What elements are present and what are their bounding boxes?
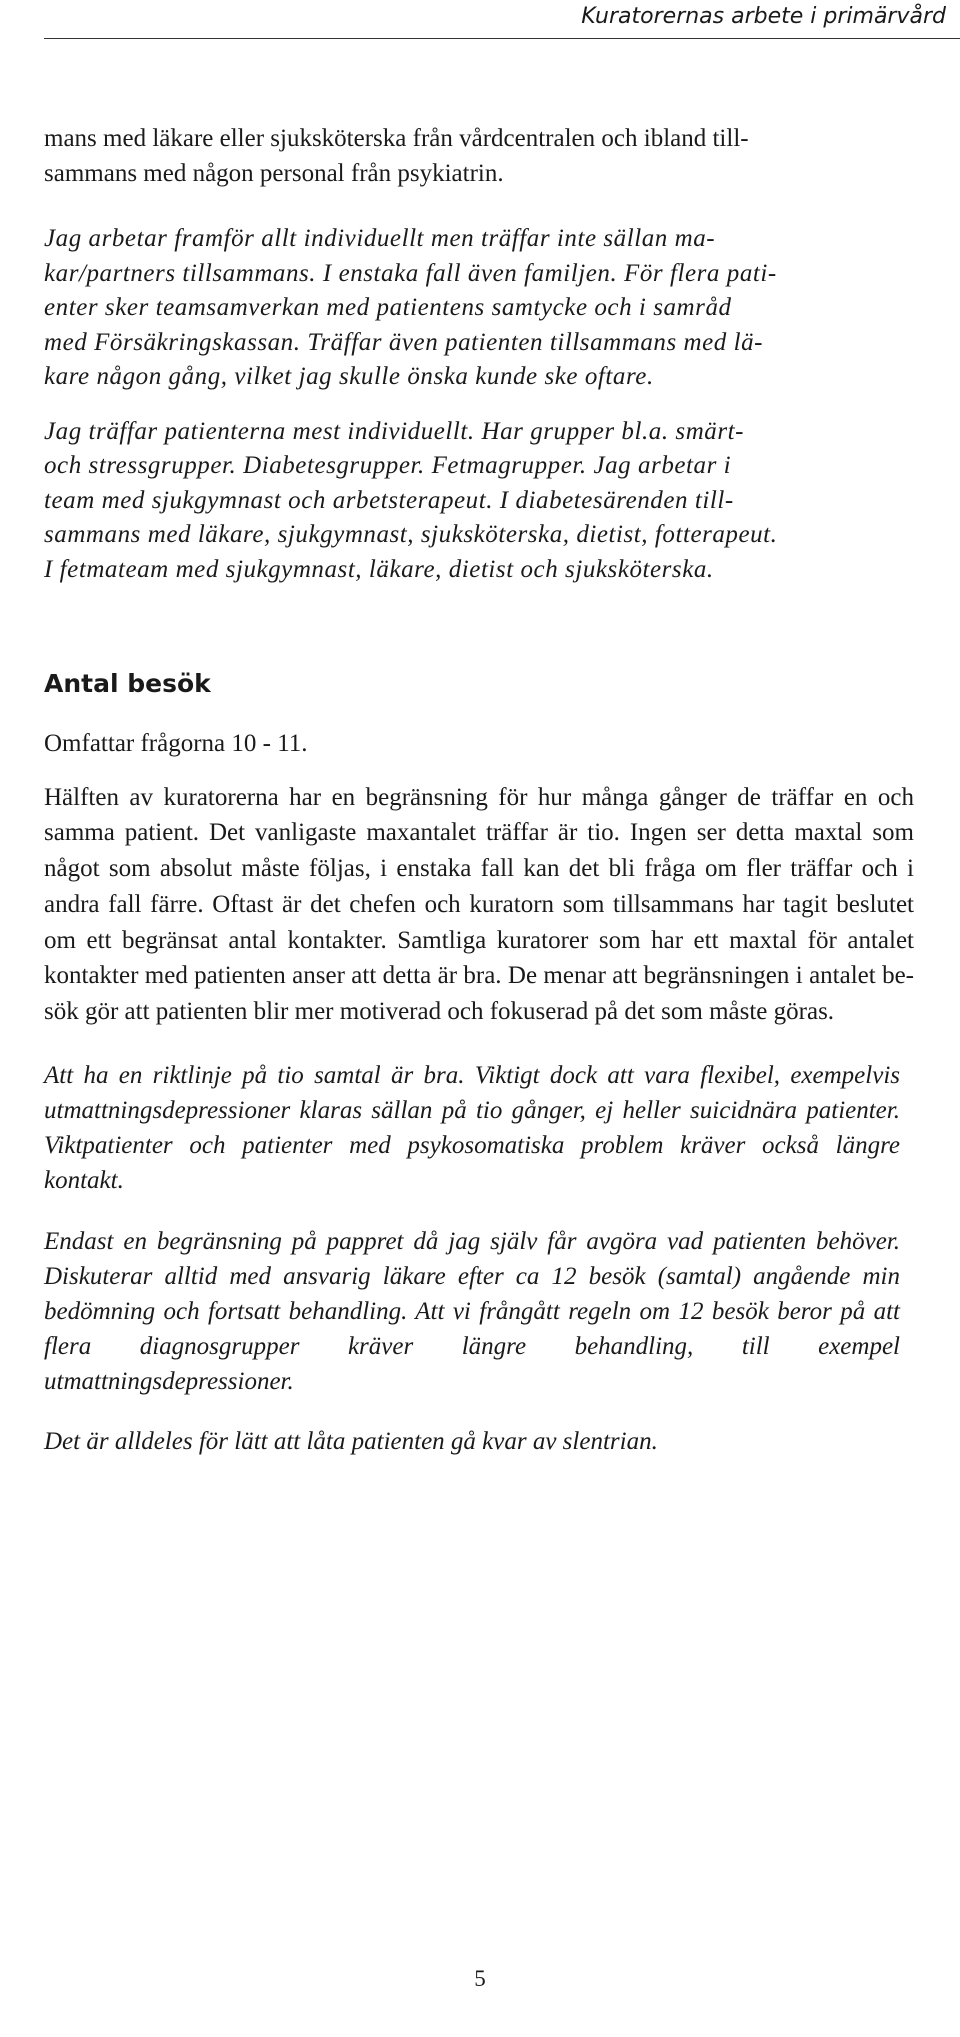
quote-line: I fetmateam med sjukgymnast, läkare, dietist och sjuksköterska.: [44, 555, 714, 583]
quote-line: Jag träffar patienterna mest individuellt. Har grupper bl.a. smärt-: [44, 417, 745, 445]
quote-limit-on-paper: Endast en begränsning på pappret då jag själv får avgöra vad patienten behöver. Diskuterar alltid med ansvarig läkare efter ca 12 besök (samtal) angående min bedömning och fortsatt behandling. Att vi frångått regeln om 12 besök beror på att flera diagnosgrupper kräver längre behandling, till exempel utmattningsdepressioner.: [44, 1227, 900, 1395]
quote-line: sammans med läkare, sjukgymnast, sjuksköterska, dietist, fotterapeut.: [44, 521, 778, 548]
quote-routine: Det är alldeles för lätt att låta patienten gå kvar av slentrian.: [44, 1427, 658, 1455]
page-number: 5: [474, 1966, 486, 1991]
quote-line: med Försäkringskassan. Träffar även patienten tillsammans med lä-: [44, 328, 764, 356]
quote-line: och stressgrupper. Diabetesgrupper. Fetmagrupper. Jag arbetar i: [44, 452, 732, 479]
section-scope: Omfattar frågorna 10 - 11.: [44, 730, 308, 757]
quote-groups: [44, 415, 914, 588]
continuation-paragraph: [44, 121, 914, 191]
quote-guideline: Att ha en riktlinje på tio samtal är bra. Viktigt dock att vara flexibel, exempelvis utmattningsdepressioner klaras sällan på tio gånger, ej heller suicidnära patienter. Viktpatienter och patienter med psykosomatiska problem kräver också längre kontakt.: [44, 1061, 900, 1194]
quote-line: kare någon gång, vilket jag skulle önska kunde ske oftare.: [44, 363, 654, 390]
header-rule: [44, 38, 960, 39]
quote-line: enter sker teamsamverkan med patientens samtycke och i samråd: [44, 294, 732, 321]
section-heading: Antal besök: [44, 669, 211, 698]
quote-line: team med sjukgymnast och arbetsterapeut. I diabetesärenden till-: [44, 486, 734, 514]
running-header: Kuratorernas arbete i primärvård: [581, 4, 946, 29]
text-line: sammans med någon personal från psykiatrin.: [44, 160, 504, 187]
text-line: mans med läkare eller sjuksköterska från vårdcentralen och ibland till-: [44, 125, 749, 152]
quote-line: Jag arbetar framför allt individuellt men träffar inte sällan ma-: [44, 225, 716, 252]
quote-line: kar/partners tillsammans. I enstaka fall även familjen. För flera pati-: [44, 259, 777, 287]
quote-teamwork: [44, 222, 914, 395]
body-paragraph: Hälften av kuratorerna har en begränsning för hur många gånger de träffar en och samma patient. Det vanligaste maxantalet träffar är tio. Ingen ser detta maxtal som något som absolut måste följas, i enstaka fall kan det bli fråga om fler träffar och i andra fall färre. Oftast är det chefen och kuratorn som tillsammans har tagit beslutet om ett begränsat antal kontakter. Samtliga kuratorer som har ett maxtal för antalet kontakter med patienten anser att detta är bra. De menar att begränsningen i antalet besök gör att patienten blir mer motiverad och fokuserad på det som måste göras.: [44, 783, 914, 1025]
page-content: [44, 121, 914, 1459]
